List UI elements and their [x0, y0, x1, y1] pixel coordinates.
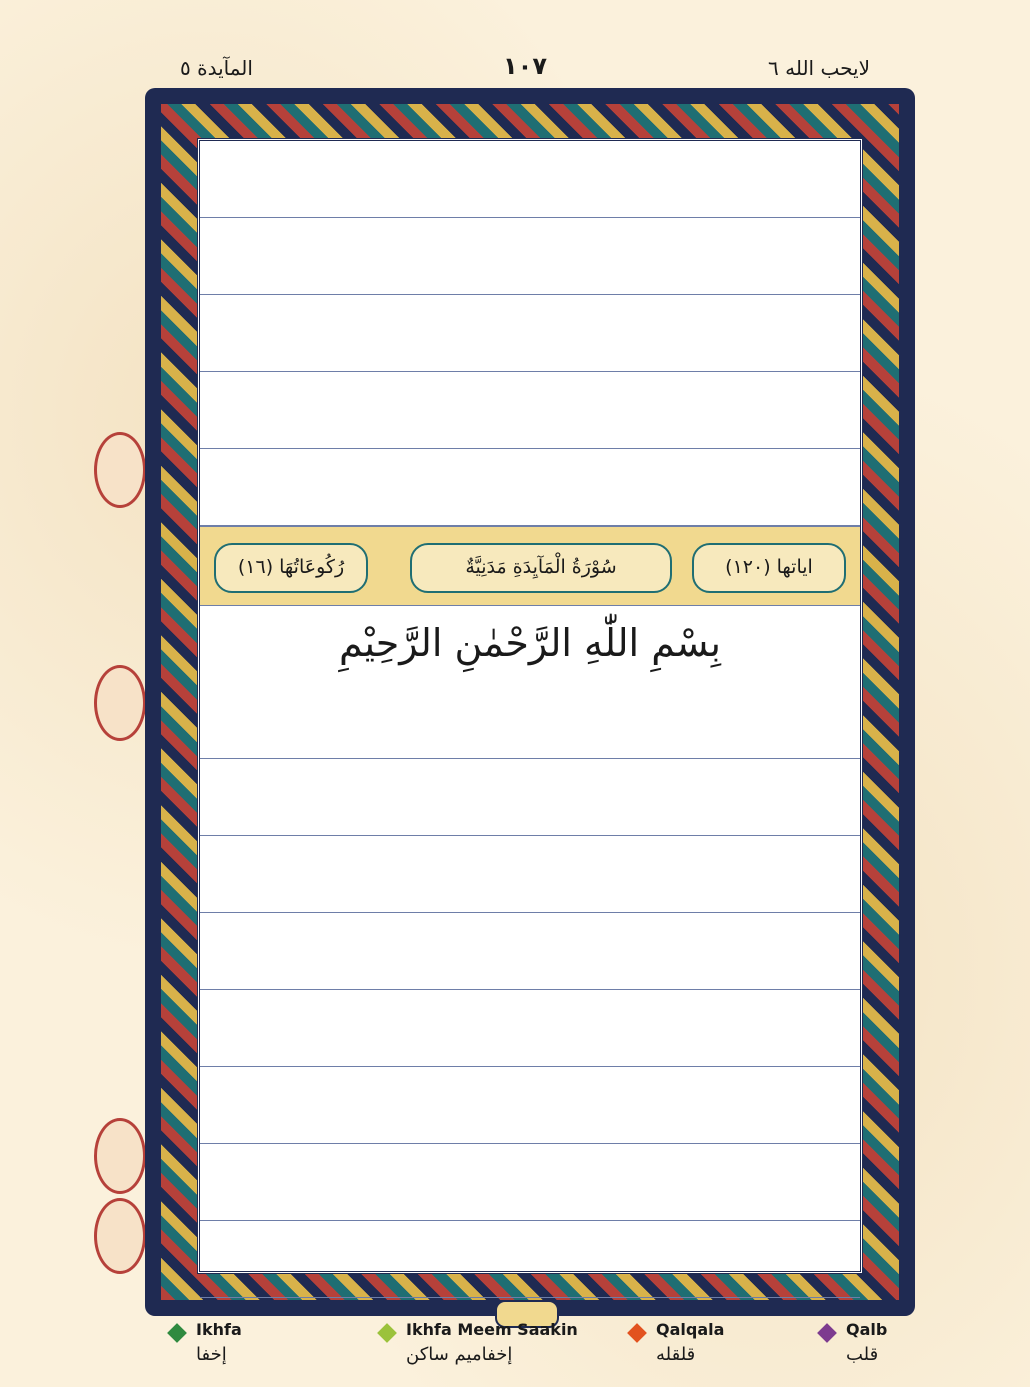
- verse-line: [200, 449, 860, 526]
- verse-line: [200, 759, 860, 836]
- verse-line: [200, 1144, 860, 1221]
- tajweed-legend: [0, 1320, 1030, 1380]
- ayat-count-cartouche: اياتها (١٢٠): [692, 543, 846, 593]
- verse-line: [200, 913, 860, 990]
- surah-banner: [200, 526, 860, 606]
- legend-item-ikhfa-meem-saakin: Ikhfa Meem Saakin إخفاميم ساكن: [380, 1320, 580, 1380]
- purple-diamond-icon: [817, 1323, 837, 1343]
- page-number: ١٠٧: [503, 52, 547, 80]
- verse-line: [200, 372, 860, 449]
- bismillah: بِسْمِ اللّٰهِ الرَّحْمٰنِ الرَّحِيْمِ: [339, 621, 721, 665]
- ornamental-frame: [145, 88, 915, 1316]
- header-juz-name: لايحب الله ٦: [768, 56, 870, 80]
- green-diamond-icon: [167, 1323, 187, 1343]
- lime-diamond-icon: [377, 1323, 397, 1343]
- verse-line: [200, 682, 860, 759]
- margin-ornament: [94, 1198, 146, 1274]
- legend-item-qalb: Qalb قلب: [820, 1320, 1020, 1380]
- margin-ornament: [94, 1118, 146, 1194]
- text-block: [197, 138, 863, 1274]
- verse-line: [200, 1067, 860, 1144]
- page-header: [180, 48, 870, 88]
- ruku-count-cartouche: رُكُوعَاتُهَا (١٦): [214, 543, 368, 593]
- verse-line: [200, 295, 860, 372]
- legend-item-ikhfa: Ikhfa إخفا: [170, 1320, 370, 1380]
- verse-line: [200, 836, 860, 913]
- orange-diamond-icon: [627, 1323, 647, 1343]
- header-surah-name: المآيدة ٥: [180, 56, 253, 80]
- legend-item-qalqala: Qalqala قلقله: [630, 1320, 830, 1380]
- verse-line: [200, 990, 860, 1067]
- verse-line: [200, 218, 860, 295]
- surah-title-cartouche: سُوْرَةُ الْمَآيِدَةِ مَدَنِيَّةٌ: [410, 543, 672, 593]
- verse-line: [200, 141, 860, 218]
- margin-ornament: [94, 432, 146, 508]
- margin-ornament: [94, 665, 146, 741]
- verse-line: [200, 1221, 860, 1298]
